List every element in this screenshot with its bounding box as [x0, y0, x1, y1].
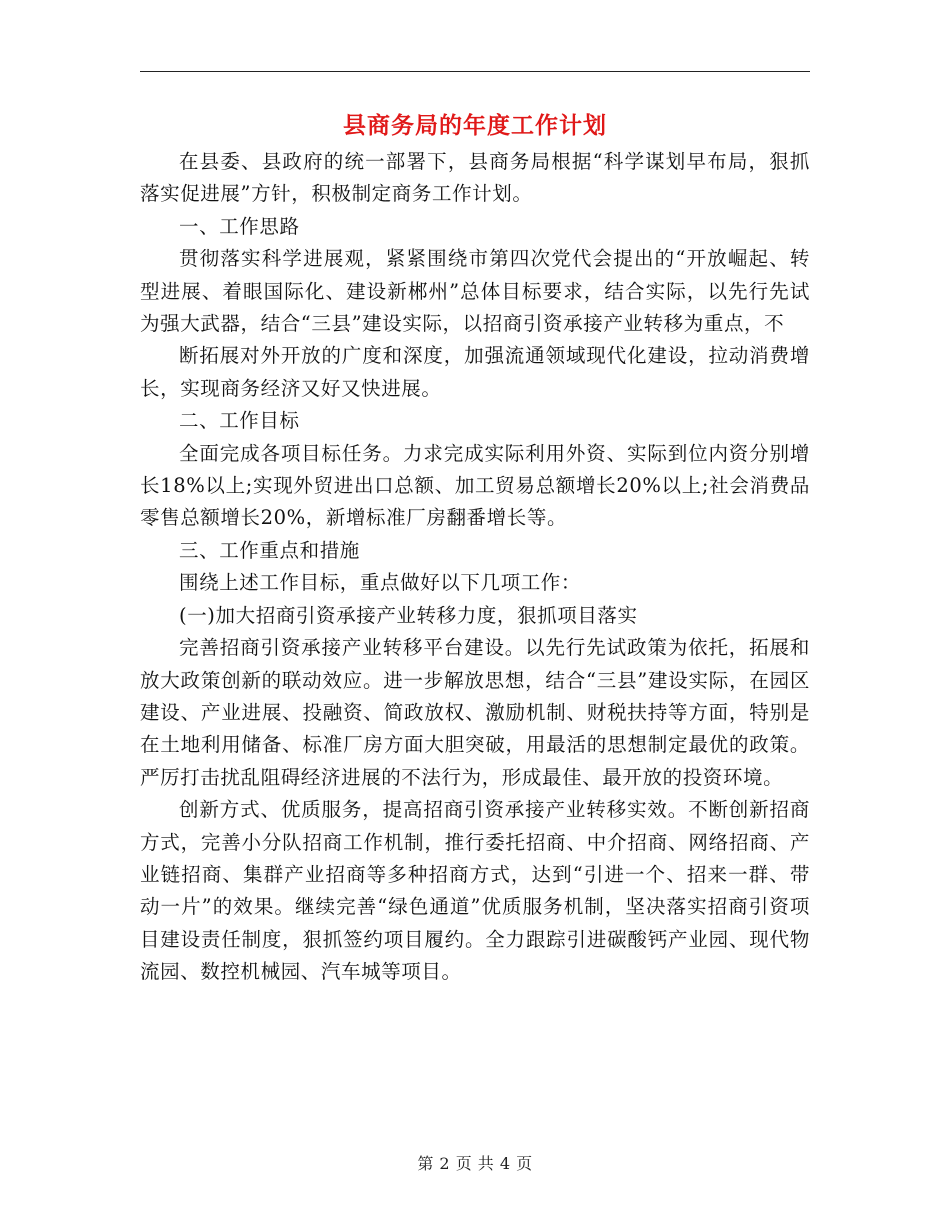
intro-paragraph: 在县委、县政府的统一部署下，县商务局根据“科学谋划早布局，狠抓落实促进展”方针，积极制定商务工作计划。 — [140, 150, 810, 206]
section-heading-2: 二、工作目标 — [179, 409, 300, 433]
document-body — [140, 146, 810, 989]
section-heading-1: 一、工作思路 — [179, 214, 300, 238]
measures-intro-paragraph: 围绕上述工作目标，重点做好以下几项工作： — [179, 571, 582, 595]
page-number-footer: 第 2 页 共 4 页 — [417, 1154, 533, 1173]
document-title: 县商务局的年度工作计划 — [343, 112, 607, 139]
platform-paragraph: 完善招商引资承接产业转移平台建设。以先行先试政策为依托，拓展和放大政策创新的联动效应。进一步解放思想，结合“三县”建设实际，在园区建设、产业进展、投融资、简政放权、激励机制、财税扶持等方面，特别是在土地利用储备、标准厂房方面大胆突破，用最活的思想制定最优的政策。严厉打击扰乱阻碍经济进展的不法行为，形成最佳、最开放的投资环境。 — [140, 636, 810, 789]
work-goal-paragraph: 全面完成各项目标任务。力求完成实际利用外资、实际到位内资分别增长18%以上;实现外贸进出口总额、加工贸易总额增长20%以上;社会消费品零售总额增长20%，新增标准厂房翻番增长等。 — [140, 441, 810, 530]
subsection-heading-1: (一)加大招商引资承接产业转移力度，狠抓项目落实 — [179, 603, 638, 627]
header-rule — [140, 71, 810, 72]
work-idea-paragraph-1: 贯彻落实科学进展观，紧紧围绕市第四次党代会提出的“开放崛起、转型进展、着眼国际化、建设新郴州”总体目标要求，结合实际，以先行先试为强大武器，结合“三县”建设实际，以招商引资承接产业转移为重点，不 — [140, 247, 810, 336]
work-idea-paragraph-2: 断拓展对外开放的广度和深度，加强流通领域现代化建设，拉动消费增长，实现商务经济又好又快进展。 — [140, 344, 810, 400]
service-paragraph: 创新方式、优质服务，提高招商引资承接产业转移实效。不断创新招商方式，完善小分队招商工作机制，推行委托招商、中介招商、网络招商、产业链招商、集群产业招商等多种招商方式，达到“引进一个、招来一群、带动一片”的效果。继续完善“绿色通道”优质服务机制，坚决落实招商引资项目建设责任制度，狠抓签约项目履约。全力跟踪引进碳酸钙产业园、现代物流园、数控机械园、汽车城等项目。 — [140, 798, 810, 984]
section-heading-3: 三、工作重点和措施 — [179, 538, 360, 562]
